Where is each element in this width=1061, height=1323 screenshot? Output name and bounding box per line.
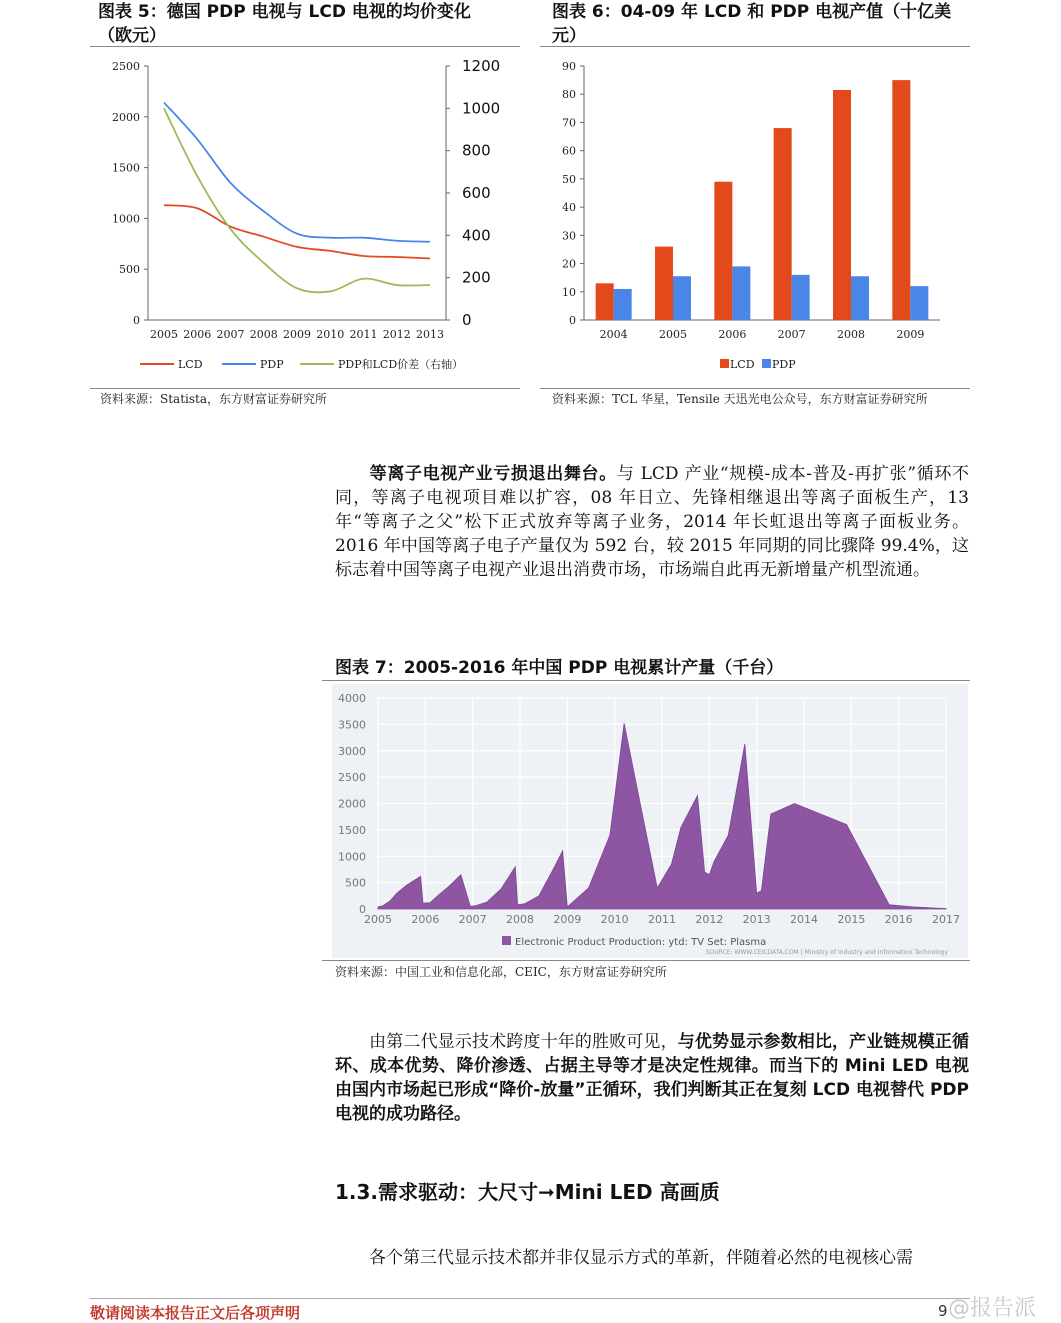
figure-6-bottom-rule <box>540 388 970 389</box>
x-tick-label: 2008 <box>506 913 534 926</box>
figure-6-source: 资料来源：TCL 华星，Tensile 天迅光电公众号，东方财富证券研究所 <box>552 392 928 406</box>
watermark: @报告派 <box>948 1296 1037 1321</box>
legend-label: LCD <box>178 358 203 371</box>
x-tick-label: 2007 <box>216 328 245 341</box>
series-line-lcd <box>164 205 430 258</box>
footer-rule <box>90 1298 970 1299</box>
paragraph-emphasis: 与优势显示参数相比，产业链规模正循环、成本优势、降价渗透、占据主导等才是决定性规律。而当下的 Mini LED 电视由国内市场起已形成“降价-放量”正循环，我们判断其正在复刻 LCD 电视替代 PDP 电视的成功路径。 <box>335 1032 970 1124</box>
x-tick-label: 2004 <box>599 328 628 341</box>
figure-5-top-rule <box>90 46 520 47</box>
y-tick-label: 1500 <box>112 161 140 175</box>
y-tick-label: 50 <box>562 172 576 186</box>
figure-7-top-rule <box>322 680 970 681</box>
x-tick-label: 2005 <box>659 328 687 341</box>
y-tick-label: 30 <box>562 229 576 243</box>
legend-label: PDP <box>260 358 284 371</box>
x-tick-label: 2013 <box>742 913 771 926</box>
section-heading: 1.3.需求驱动：大尺寸➞Mini LED 高画质 <box>335 1180 720 1204</box>
y-tick-label: 2500 <box>112 60 140 73</box>
x-tick-label: 2008 <box>837 328 865 341</box>
figure-7-bottom-rule <box>322 960 970 961</box>
bar-pdp-2008 <box>851 276 869 320</box>
figure-7-area-chart <box>332 684 968 958</box>
y2-tick-label: 800 <box>462 141 491 160</box>
y-tick-label: 4000 <box>338 692 366 705</box>
y2-tick-label: 200 <box>462 268 491 287</box>
x-tick-label: 2011 <box>349 328 378 341</box>
y-tick-label: 40 <box>562 201 576 215</box>
bar-lcd-2007 <box>774 128 792 320</box>
x-tick-label: 2013 <box>416 328 444 341</box>
legend-label: PDP和LCD价差（右轴） <box>338 358 464 371</box>
paragraph-lead: 等离子电视产业亏损退出舞台。 <box>369 464 617 484</box>
x-tick-label: 2009 <box>553 913 582 926</box>
y-tick-label: 80 <box>562 88 576 102</box>
x-tick-label: 2010 <box>316 328 345 341</box>
y-tick-label: 0 <box>133 314 140 327</box>
x-tick-label: 2007 <box>777 328 806 341</box>
paragraph-pdp-exit <box>335 462 969 582</box>
figure-5-bottom-rule <box>90 388 520 389</box>
bar-lcd-2004 <box>596 283 614 320</box>
figure-6-bar-chart <box>540 48 970 386</box>
y-tick-label: 500 <box>345 876 366 890</box>
x-tick-label: 2008 <box>249 328 278 341</box>
x-tick-label: 2011 <box>648 913 676 926</box>
x-tick-label: 2017 <box>932 913 960 926</box>
x-tick-label: 2009 <box>896 328 925 341</box>
paragraph-plain: 由第二代显示技术跨度十年的胜败可见， <box>369 1032 678 1052</box>
y-tick-label: 2500 <box>338 771 366 785</box>
bar-lcd-2008 <box>833 90 851 320</box>
x-tick-label: 2012 <box>382 328 411 341</box>
figure-7-title: 图表 7：2005-2016 年中国 PDP 电视累计产量（千台） <box>335 658 784 678</box>
page-number: 9 <box>938 1302 948 1320</box>
y-tick-label: 3500 <box>338 718 366 732</box>
y-tick-label: 70 <box>562 116 576 130</box>
y2-tick-label: 600 <box>462 184 491 202</box>
y2-tick-label: 400 <box>462 226 491 245</box>
legend-label: LCD <box>730 358 755 371</box>
figure-7-source: 资料来源：中国工业和信息化部，CEIC，东方财富证券研究所 <box>335 965 667 979</box>
bar-pdp-2005 <box>673 276 691 320</box>
figure-5-title-line2: （欧元） <box>98 26 166 46</box>
y-tick-label: 0 <box>569 314 576 327</box>
figure-5-title-line1: 图表 5：德国 PDP 电视与 LCD 电视的均价变化 <box>98 2 471 22</box>
bar-pdp-2009 <box>910 286 928 320</box>
bar-lcd-2009 <box>892 80 910 320</box>
x-tick-label: 2006 <box>718 328 747 341</box>
footer-disclaimer: 敬请阅读本报告正文后各项声明 <box>90 1304 301 1322</box>
y-tick-label: 2000 <box>338 797 366 811</box>
legend-label: Electronic Product Production: ytd: TV Set: Plasma <box>515 937 767 948</box>
figure-6-top-rule <box>540 46 970 47</box>
x-tick-label: 2005 <box>364 913 392 926</box>
y2-tick-label: 0 <box>462 311 472 329</box>
paragraph-demand-text: 各个第三代显示技术都并非仅显示方式的革新，伴随着必然的电视核心需 <box>369 1248 913 1268</box>
y-tick-label: 1500 <box>338 823 366 837</box>
y-tick-label: 0 <box>359 903 366 916</box>
y2-tick-label: 1000 <box>462 99 501 118</box>
y-tick-label: 60 <box>562 144 576 158</box>
y-tick-label: 500 <box>119 263 140 277</box>
x-tick-label: 2005 <box>150 328 178 341</box>
legend-swatch <box>502 936 511 945</box>
legend-swatch <box>720 359 729 368</box>
legend-swatch <box>762 359 771 368</box>
figure-5-line-chart <box>90 48 520 386</box>
legend-label: PDP <box>772 358 796 371</box>
y-tick-label: 2000 <box>112 110 140 124</box>
paragraph-conclusion <box>335 1030 969 1126</box>
y-tick-label: 10 <box>562 285 576 299</box>
chart-source-footnote: SOURCE: WWW.CEICDATA.COM | Ministry of Industry and Information Technology <box>705 949 948 956</box>
y-tick-label: 1000 <box>338 850 366 864</box>
x-tick-label: 2012 <box>695 913 724 926</box>
x-tick-label: 2006 <box>411 913 440 926</box>
x-tick-label: 2014 <box>790 913 818 926</box>
x-tick-label: 2015 <box>837 913 866 926</box>
x-tick-label: 2007 <box>458 913 487 926</box>
figure-6-title-line2: 元） <box>552 26 586 46</box>
y-tick-label: 1000 <box>112 212 140 226</box>
x-tick-label: 2016 <box>884 913 913 926</box>
paragraph-demand <box>335 1246 969 1270</box>
y-tick-label: 3000 <box>338 744 366 758</box>
x-tick-label: 2010 <box>600 913 629 926</box>
y2-tick-label: 1200 <box>462 57 501 75</box>
series-line-price-diff <box>164 108 430 292</box>
bar-lcd-2006 <box>714 182 732 320</box>
y-tick-label: 20 <box>562 257 576 271</box>
bar-pdp-2007 <box>792 275 810 320</box>
figure-5-source: 资料来源：Statista，东方财富证券研究所 <box>100 392 327 406</box>
figure-6-title-line1: 图表 6：04-09 年 LCD 和 PDP 电视产值（十亿美 <box>552 2 952 22</box>
x-tick-label: 2006 <box>183 328 212 341</box>
paragraph-body: 与 LCD 产业“规模-成本-普及-再扩张”循环不同，等离子电视项目难以扩容，08 年日立、先锋相继退出等离子面板生产，13 年“等离子之父”松下正式放弃等离子业务，2014 年长虹退出等离子面板业务。2016 年中国等离子电子产量仅为 592 台，较 2015 年同期的同比骤降 99.4%，这标志着中国等离子电视产业退出消费市场，市场端自此再无新增量产机型流通。 <box>335 464 969 580</box>
y-tick-label: 90 <box>562 60 576 73</box>
bar-lcd-2005 <box>655 247 673 320</box>
bar-pdp-2006 <box>732 266 750 320</box>
series-line-pdp <box>164 103 430 242</box>
bar-pdp-2004 <box>614 289 632 320</box>
figure-6-title <box>552 0 951 48</box>
figure-5-title <box>98 0 471 48</box>
x-tick-label: 2009 <box>283 328 311 341</box>
